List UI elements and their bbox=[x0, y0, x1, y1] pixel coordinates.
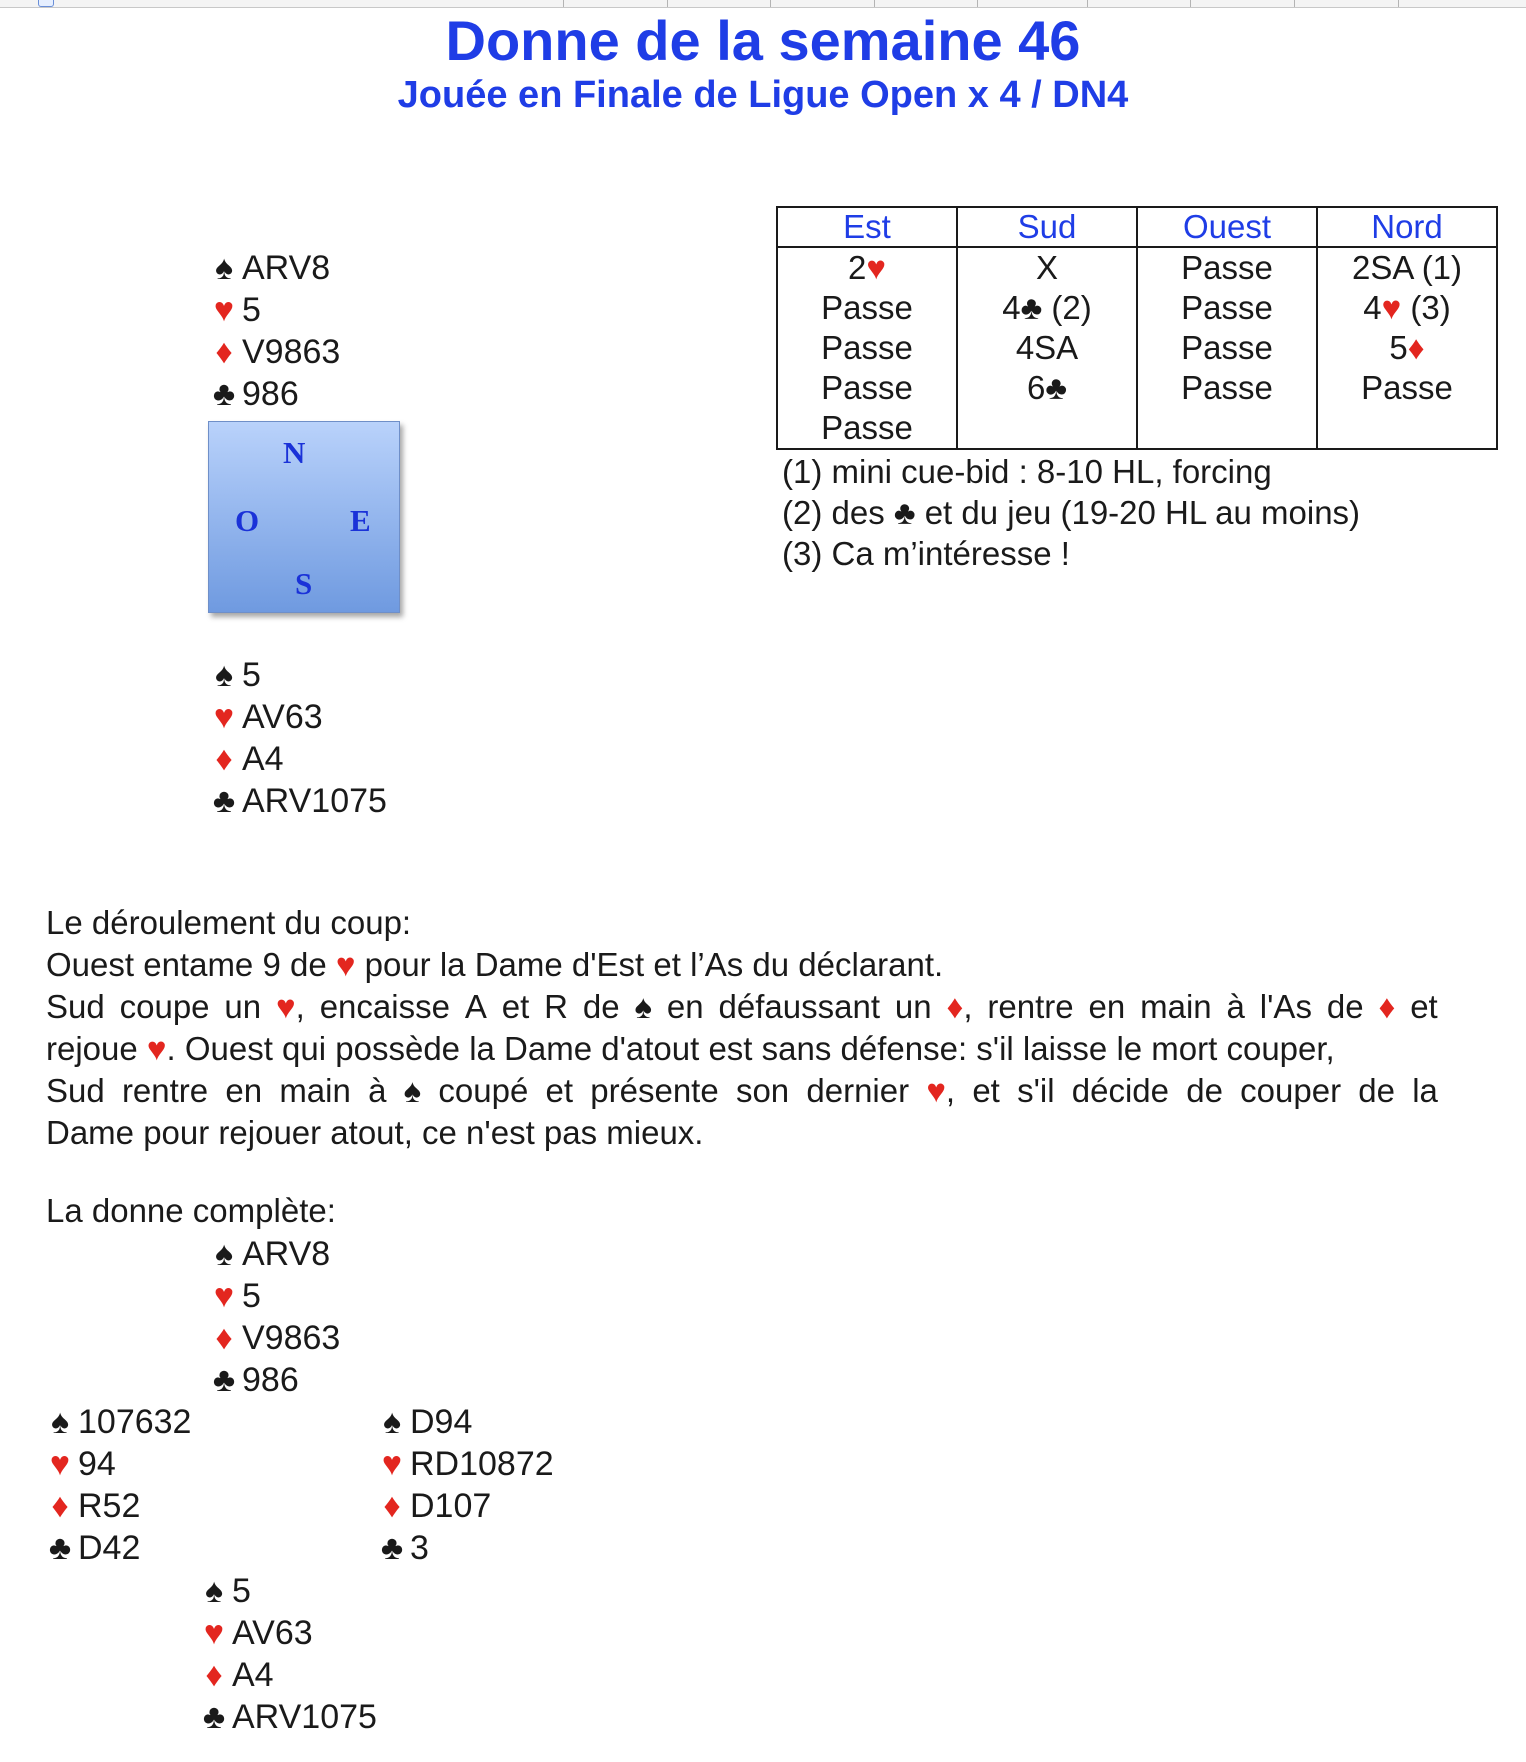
diamond-icon: ♦ bbox=[215, 333, 233, 371]
compass-west: O bbox=[235, 503, 260, 538]
club-icon: ♣ bbox=[202, 1698, 226, 1736]
note-2: (2) des ♣ et du jeu (19-20 HL au moins) bbox=[782, 494, 1361, 531]
bid-ouest-4: Passe bbox=[1181, 369, 1273, 406]
compass-box bbox=[208, 421, 400, 613]
diamond-icon: ♦ bbox=[1378, 988, 1396, 1025]
diagram-south-hand bbox=[206, 654, 387, 822]
bid-ouest-1: Passe bbox=[1181, 249, 1273, 286]
narrative-heading: Le déroulement du coup: bbox=[46, 904, 412, 941]
column-header-ouest: Ouest bbox=[1137, 207, 1317, 247]
compass-south: S bbox=[295, 566, 313, 601]
play-narrative bbox=[46, 902, 1438, 1154]
page-title: Donne de la semaine 46 bbox=[445, 9, 1081, 72]
diamond-icon: ♦ bbox=[215, 740, 233, 778]
narrative-line-2: Ouest entame 9 de ♥ pour la Dame d'Est et l’As du déclarant. bbox=[46, 946, 944, 983]
bid-ouest-3: Passe bbox=[1181, 329, 1273, 366]
bids-nord bbox=[1317, 247, 1497, 449]
compass-east: E bbox=[350, 503, 371, 538]
bid-est-5: Passe bbox=[821, 409, 913, 446]
bid-nord-4: Passe bbox=[1361, 369, 1453, 406]
bid-est-1: 2 bbox=[848, 249, 867, 286]
north-hearts: 5 bbox=[242, 291, 261, 329]
narrative-line-3: Sud coupe un ♥, encaisse A et R de ♠ en défaussant un ♦, rentre en main à l'As de ♦ et bbox=[46, 986, 1438, 1028]
heart-icon: ♥ bbox=[213, 1277, 235, 1315]
narrative-line-5: Sud rentre en main à ♠ coupé et présente son dernier ♥, et s'il décide de couper de la bbox=[46, 1070, 1438, 1112]
bidding-notes bbox=[782, 451, 1360, 574]
narrative-line-6: Dame pour rejouer atout, ce n'est pas mieux. bbox=[46, 1114, 704, 1151]
bid-sud-1: X bbox=[1035, 249, 1058, 286]
club-icon: ♣ bbox=[893, 494, 916, 531]
club-icon: ♣ bbox=[1020, 289, 1043, 326]
spade-icon: ♠ bbox=[634, 988, 653, 1025]
page-subtitle: Jouée en Finale de Ligue Open x 4 / DN4 bbox=[397, 74, 1129, 116]
heart-icon: ♥ bbox=[866, 249, 886, 286]
north-clubs: 986 bbox=[242, 375, 299, 413]
club-icon: ♣ bbox=[1045, 369, 1067, 406]
column-header-nord: Nord bbox=[1317, 207, 1497, 247]
club-icon: ♣ bbox=[212, 1361, 236, 1399]
bidding-body-row bbox=[777, 247, 1497, 449]
heart-icon: ♥ bbox=[203, 1614, 225, 1652]
bids-sud bbox=[957, 247, 1137, 449]
full-deal-south-hand: ♠ 5 ♥ AV63 ♦ A4 ♣ ARV1075 bbox=[196, 1570, 377, 1738]
ruler-indent-marker[interactable] bbox=[38, 0, 54, 7]
diamond-icon: ♦ bbox=[383, 1487, 401, 1525]
bids-ouest bbox=[1137, 247, 1317, 449]
south-hearts: AV63 bbox=[242, 698, 323, 736]
diamond-icon: ♦ bbox=[205, 1656, 223, 1694]
bidding-header-row bbox=[777, 207, 1497, 247]
narrative-line-4: rejoue ♥. Ouest qui possède la Dame d'atout est sans défense: s'il laisse le mort couper, bbox=[46, 1030, 1335, 1067]
full-deal-east-hand: ♠ D94 ♥ RD10872 ♦ D107 ♣ 3 bbox=[374, 1401, 554, 1569]
heart-icon: ♥ bbox=[381, 1445, 403, 1483]
diamond-icon: ♦ bbox=[215, 1319, 233, 1357]
heart-icon: ♥ bbox=[926, 1072, 946, 1109]
south-diamonds: A4 bbox=[242, 740, 284, 778]
spade-icon: ♠ bbox=[403, 1072, 422, 1109]
bid-est-4: Passe bbox=[821, 369, 913, 406]
bid-nord-3: 5 bbox=[1389, 329, 1408, 366]
heart-icon: ♥ bbox=[146, 1030, 167, 1067]
bid-nord-2: 4 bbox=[1363, 289, 1382, 326]
south-clubs: ARV1075 bbox=[242, 782, 387, 820]
club-icon: ♣ bbox=[212, 375, 236, 413]
bid-est-3: Passe bbox=[821, 329, 913, 366]
ruler-bar bbox=[0, 0, 1526, 8]
heart-icon: ♥ bbox=[276, 988, 296, 1025]
club-icon: ♣ bbox=[48, 1529, 72, 1567]
club-icon: ♣ bbox=[212, 782, 236, 820]
compass-north: N bbox=[283, 435, 306, 470]
heart-icon: ♥ bbox=[213, 698, 235, 736]
heart-icon: ♥ bbox=[1381, 289, 1402, 326]
bid-nord-1: 2SA (1) bbox=[1351, 249, 1463, 286]
heart-icon: ♥ bbox=[49, 1445, 71, 1483]
bid-ouest-2: Passe bbox=[1181, 289, 1273, 326]
heart-icon: ♥ bbox=[335, 946, 356, 983]
diagram-north-hand bbox=[206, 247, 340, 415]
spade-icon: ♠ bbox=[382, 1403, 402, 1441]
bid-est-2: Passe bbox=[821, 289, 913, 326]
spade-icon: ♠ bbox=[214, 249, 234, 287]
spade-icon: ♠ bbox=[204, 1572, 224, 1610]
spade-icon: ♠ bbox=[214, 656, 234, 694]
north-diamonds: V9863 bbox=[242, 333, 341, 371]
full-deal-north-hand: ♠ ARV8 ♥ 5 ♦ V9863 ♣ 986 bbox=[206, 1233, 340, 1401]
full-deal-west-hand: ♠ 107632 ♥ 94 ♦ R52 ♣ D42 bbox=[42, 1401, 191, 1569]
full-deal-label: La donne complète: bbox=[46, 1192, 336, 1229]
column-header-est: Est bbox=[777, 207, 957, 247]
diamond-icon: ♦ bbox=[1407, 329, 1425, 366]
bids-est bbox=[777, 247, 957, 449]
diamond-icon: ♦ bbox=[51, 1487, 69, 1525]
bid-sud-2-note: (2) bbox=[1042, 289, 1092, 326]
bid-sud-3: 4SA bbox=[1015, 329, 1079, 366]
bid-sud-4: 6 bbox=[1026, 369, 1046, 406]
diamond-icon: ♦ bbox=[946, 988, 964, 1025]
note-1: (1) mini cue-bid : 8-10 HL, forcing bbox=[782, 453, 1272, 490]
column-header-sud: Sud bbox=[957, 207, 1137, 247]
north-spades: ARV8 bbox=[242, 249, 331, 287]
club-icon: ♣ bbox=[380, 1529, 404, 1567]
south-spades: 5 bbox=[242, 656, 261, 694]
spade-icon: ♠ bbox=[50, 1403, 70, 1441]
spade-icon: ♠ bbox=[214, 1235, 234, 1273]
bidding-table bbox=[776, 206, 1498, 450]
bid-sud-2: 4 bbox=[1002, 289, 1021, 326]
note-3: (3) Ca m’intéresse ! bbox=[782, 535, 1070, 572]
heart-icon: ♥ bbox=[213, 291, 235, 329]
bid-nord-2-note: (3) bbox=[1401, 289, 1451, 326]
